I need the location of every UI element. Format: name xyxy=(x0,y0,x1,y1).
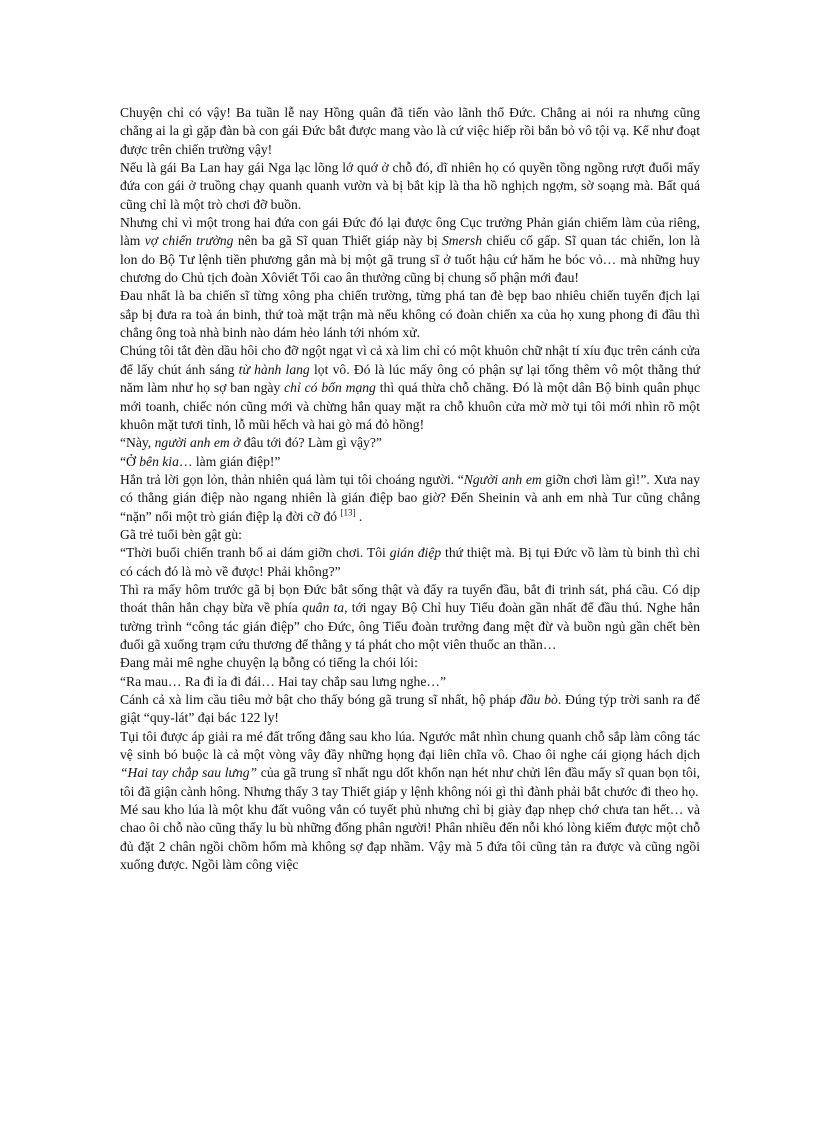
paragraph-text: giỡn chơi làm gì!”. Xưa nay có thằng gián điệp nào ngang nhiên là gián điệp bao giờ? Đến Sheinin và anh em nhà Tur cũng chẳng “nặn” nổi một trò gián điệp lạ đời cỡ đó xyxy=(120,471,700,524)
paragraph-text: Mé sau kho lúa là một khu đất vuông vắn có tuyết phủ nhưng chỉ bị giày đạp nhẹp chớ chưa tan hết… và chao ôi chỗ nào cũng thấy lu bù những đống phân người! Phân nhiều đến nỗi khó lòng kiếm được một chỗ đủ đặt 2 chân ngồi chồm hổm mà không sợ đạp nhầm. Vậy mà 5 đứa tôi cũng tản ra được và cũng ngồi xuống được. Ngồi làm công việc xyxy=(120,802,700,873)
emphasis-text: vợ chiến trường xyxy=(144,233,234,249)
emphasis-text: “Hai tay chắp sau lưng” xyxy=(120,765,258,781)
paragraph-text: nên ba gã Sĩ quan Thiết giáp này bị xyxy=(233,233,442,249)
paragraph xyxy=(120,526,700,544)
paragraph-text: Thì ra mấy hôm trước gã bị bọn Đức bắt sống thật và đẩy ra tuyến đầu, bắt đi trinh sát, phá cầu. Có dịp thoát thân hắn chạy bừa về phía xyxy=(120,581,700,616)
emphasis-text: từ hành lang xyxy=(238,361,310,377)
paragraph-text: Gã trẻ tuổi bèn gật gù: xyxy=(120,526,242,542)
paragraph xyxy=(120,104,700,159)
paragraph-text: Nhưng chỉ vì một trong hai đứa con gái Đức đó lại được ông Cục trưởng Phản gián chiếm làm của riêng, làm xyxy=(120,215,700,249)
paragraph xyxy=(120,453,700,471)
emphasis-text: đầu bò xyxy=(519,692,558,707)
paragraph-text: “Ở xyxy=(120,453,140,469)
paragraph-text: … làm gián điệp!” xyxy=(178,453,281,469)
paragraph-text: đâu tới đó? Làm gì vậy?” xyxy=(240,435,382,451)
paragraph-text: Cánh cả xà lim cầu tiêu mở bật cho thấy bóng gã trung sĩ nhất, hộ pháp xyxy=(120,692,520,707)
paragraph-text: Hắn trả lời gọn lỏn, thản nhiên quá làm tụi tôi choáng người. “ xyxy=(120,471,464,487)
paragraph-text: “Ra mau… Ra đi ỉa đi đái… Hai tay chắp sau lưng nghe…” xyxy=(120,673,446,689)
paragraph-text: Đang mải mê nghe chuyện lạ bỗng có tiếng la chói lói: xyxy=(120,655,418,671)
paragraph-text: Đau nhất là ba chiến sĩ từng xông pha chiến trường, từng phá tan đè bẹp bao nhiêu chiến tuyến địch lại sắp bị đưa ra toà án binh, thứ toà mặt trận mà nếu không có đoàn chiến xa của họ xung phong đi đầu thì chẳng ông toà nhà binh nào dám hẻo lánh tới nhóm xử. xyxy=(120,288,700,341)
paragraph xyxy=(120,471,700,526)
paragraph-text: . Đúng týp trời sanh ra để giật “quy-lát” đại bác 122 ly! xyxy=(120,692,700,726)
paragraph xyxy=(120,544,700,581)
emphasis-text: Người anh em xyxy=(463,471,542,487)
footnote-ref[interactable]: [13] xyxy=(340,507,356,518)
paragraph-text: thì quá thừa chỗ chăng. Đó là một dân Bộ binh quân phục mới toanh, chiếc nón cũng mới và chừng hắn quay mặt ra chỗ khuôn cửa mờ mờ tụi tôi mới nhìn rõ một khuôn mặt tươi tỉnh, lỗ mũi hếch và hai gò má đỏ hồng! xyxy=(120,380,700,432)
paragraph xyxy=(120,801,700,874)
paragraph xyxy=(120,673,700,691)
emphasis-text: chỉ có bốn mạng xyxy=(284,380,376,396)
paragraph-text: chiếu cố gấp. Sĩ quan tác chiến, lon là lon do Bộ Tư lệnh tiền phương gắn mà bị một gã trung sĩ ở tuốt hậu cứ hăm he bóc vỏ… mà những huy chương do Chủ tịch đoàn Xôviết Tối cao ân thưởng cũng bị chung số phận mới đau! xyxy=(120,233,700,286)
emphasis-text: quân ta xyxy=(302,600,345,616)
paragraph-text: lọt vô. Đó là lúc mấy ông có phận sự lại tống thêm vô một thằng thứ năm làm như họ sợ ban ngày xyxy=(120,361,700,396)
paragraph xyxy=(120,287,700,342)
emphasis-text: gián điệp xyxy=(389,545,442,561)
emphasis-text: người anh em ở xyxy=(154,435,241,451)
paragraph-text: Chúng tôi tắt đèn dầu hôi cho đỡ ngột ngạt vì cả xà lim chỉ có một khuôn chữ nhật tí xíu đục trên cánh cửa để lấy chút ánh sáng xyxy=(120,343,700,377)
paragraph-text: Tụi tôi được áp giải ra mé đất trống đằng sau kho lúa. Ngước mắt nhìn chung quanh chỗ sắp làm công tác vệ sinh bó buộc là cả một vòng vây đầy những họng đại liên chĩa vô. Chao ôi nghe cái giọng hách dịch xyxy=(120,728,700,763)
paragraph xyxy=(120,434,700,452)
paragraph-text: . xyxy=(355,508,363,524)
paragraph xyxy=(120,342,700,434)
paragraph-text: thứ thiệt mà. Bị tụi Đức vồ làm tù binh thì chỉ có cách đó là mò về được! Phải không?” xyxy=(120,545,701,579)
paragraph-text: “Thời buổi chiến tranh bố ai dám giỡn chơi. Tôi xyxy=(120,545,390,561)
emphasis-text: bên kia xyxy=(139,453,179,469)
paragraph-text: , tới ngay Bộ Chỉ huy Tiểu đoàn gần nhất để đầu thú. Nghe hắn tường trình “công tác gián điệp” cho Đức, ông Tiểu đoàn trưởng đang mệt đừ và buồn ngủ gần chết bèn đuổi gã xuống trạm cứu thương để thằng y tá phát cho một viên thuốc an thần… xyxy=(120,600,700,652)
paragraph xyxy=(120,728,700,801)
paragraph xyxy=(120,214,700,287)
paragraph xyxy=(120,654,700,672)
paragraph-text: Chuyện chỉ có vậy! Ba tuần lễ nay Hồng quân đã tiến vào lãnh thổ Đức. Chẳng ai nói ra nhưng cũng chẳng ai la gì gặp đàn bà con gái Đức bắt được mang vào là cứ việc hiếp rồi bắn bỏ vô tội vạ. Kể như đoạt được trên chiến trường vậy! xyxy=(120,105,700,157)
paragraph-text: Nếu là gái Ba Lan hay gái Nga lạc lõng lớ quớ ở chỗ đó, dĩ nhiên họ có quyền tồng ngồng rượt đuổi mấy đứa con gái ở truồng chạy quanh quanh vườn và bị bắt kịp là tha hồ nghịch ngợm, sờ soạng mà. Bất quá cũng chỉ là một trò chơi đỡ buồn. xyxy=(120,160,700,212)
document-page xyxy=(120,104,700,874)
paragraph-text: của gã trung sĩ nhất ngu dốt khốn nạn hét như chửi lên đầu mấy sĩ quan bọn tôi, tôi đã giận cành hông. Nhưng thấy 3 tay Thiết giáp y lệnh không nói gì thì đành phải bắt chước đi theo họ. xyxy=(120,765,700,799)
paragraph-text: “Này, xyxy=(120,435,155,451)
paragraph xyxy=(120,581,700,654)
paragraph xyxy=(120,159,700,214)
emphasis-text: Smersh xyxy=(441,233,483,249)
paragraph xyxy=(120,691,700,728)
